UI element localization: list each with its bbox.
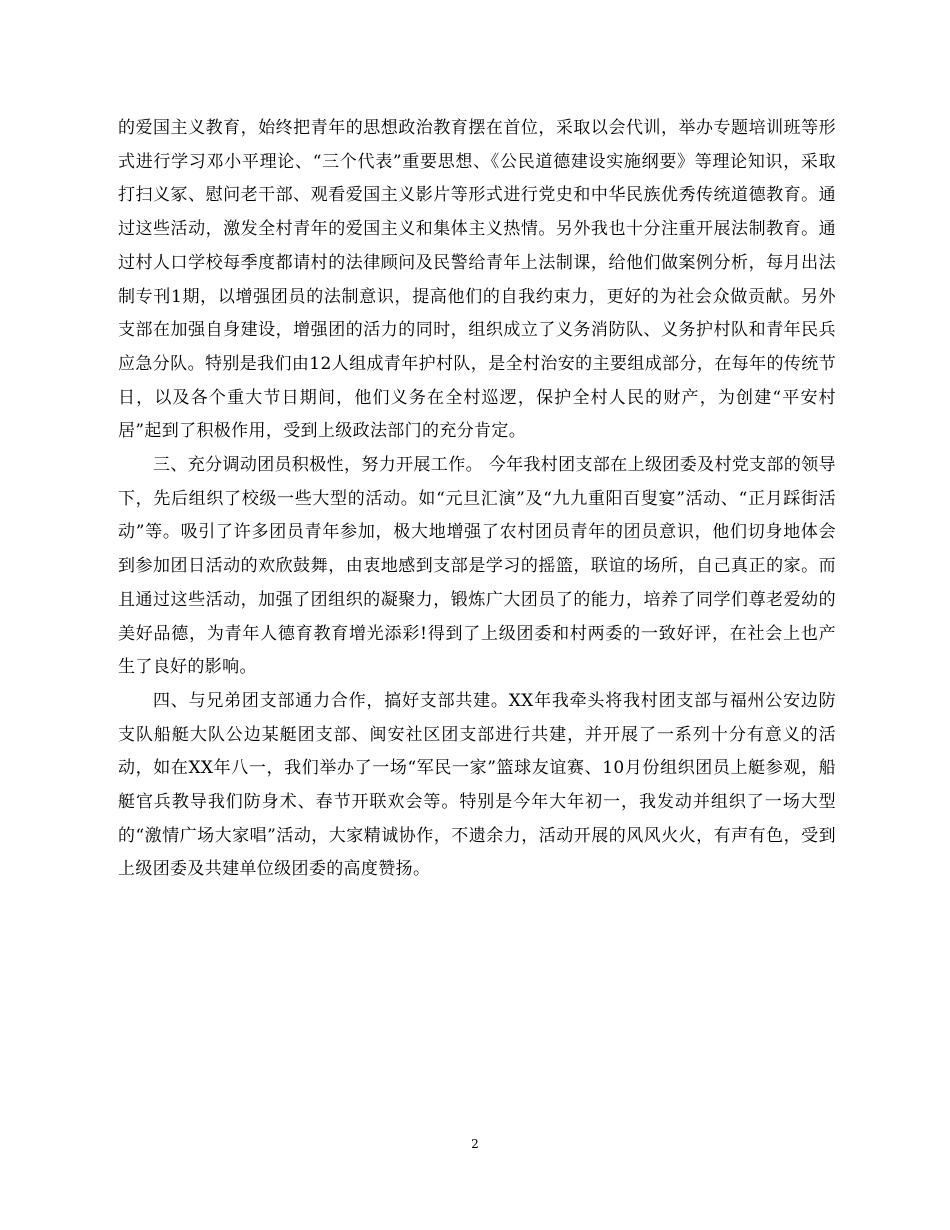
- paragraph-section-three: 三、充分调动团员积极性，努力开展工作。 今年我村团支部在上级团委及村党支部的领导下，先后组织了校级一些大型的活动。如“元旦汇演”及“九九重阳百叟宴”活动、“正月踩街活动”等。吸引了许多团员青年参加，极大地增强了农村团员青年的团员意识，他们切身地体会到参加团日活动的欢欣鼓舞，由衷地感到支部是学习的摇篮，联谊的场所，自己真正的家。而且通过这些活动，加强了团组织的凝聚力，锻炼广大团员了的能力，培养了同学们尊老爱幼的美好品德，为青年人德育教育增光添彩!得到了上级团委和村两委的一致好评，在社会上也产生了良好的影响。: [118, 455, 836, 678]
- paragraph-section-four: 四、与兄弟团支部通力合作，搞好支部共建。XX年我牵头将我村团支部与福州公安边防支队船艇大队公边某艇团支部、闽安社区团支部进行共建，并开展了一系列十分有意义的活动，如在XX年八一，我们举办了一场“军民一家”篮球友谊赛、10月份组织团员上艇参观，船艇官兵教导我们防身术、春节开联欢会等。特别是今年大年初一，我发动并组织了一场大型的“激情广场大家唱”活动，大家精诚协作，不遗余力，活动开展的风风火火，有声有色，受到上级团委及共建单位级团委的高度赞扬。: [118, 690, 836, 880]
- page-number: 2: [471, 1137, 479, 1151]
- paragraph-continuation: 的爱国主义教育，始终把青年的思想政治教育摆在首位，采取以会代训，举办专题培训班等形式进行学习邓小平理论、“三个代表”重要思想、《公民道德建设实施纲要》等理论知识，采取打扫义冢、慰问老干部、观看爱国主义影片等形式进行党史和中华民族优秀传统道德教育。通过这些活动，激发全村青年的爱国主义和集体主义热情。另外我也十分注重开展法制教育。通过村人口学校每季度都请村的法律顾问及民警给青年上法制课，给他们做案例分析，每月出法制专刊1期，以增强团员的法制意识，提高他们的自我约束力，更好的为社会众做贡献。另外支部在加强自身建设，增强团的活力的同时，组织成立了义务消防队、义务护村队和青年民兵应急分队。特别是我们由12人组成青年护村队，是全村治安的主要组成部分，在每年的传统节日，以及各个重大节日期间，他们义务在全村巡逻，保护全村人民的财产，为创建“平安村居”起到了积极作用，受到上级政法部门的充分肯定。: [118, 118, 836, 442]
- document-body: [118, 112, 836, 887]
